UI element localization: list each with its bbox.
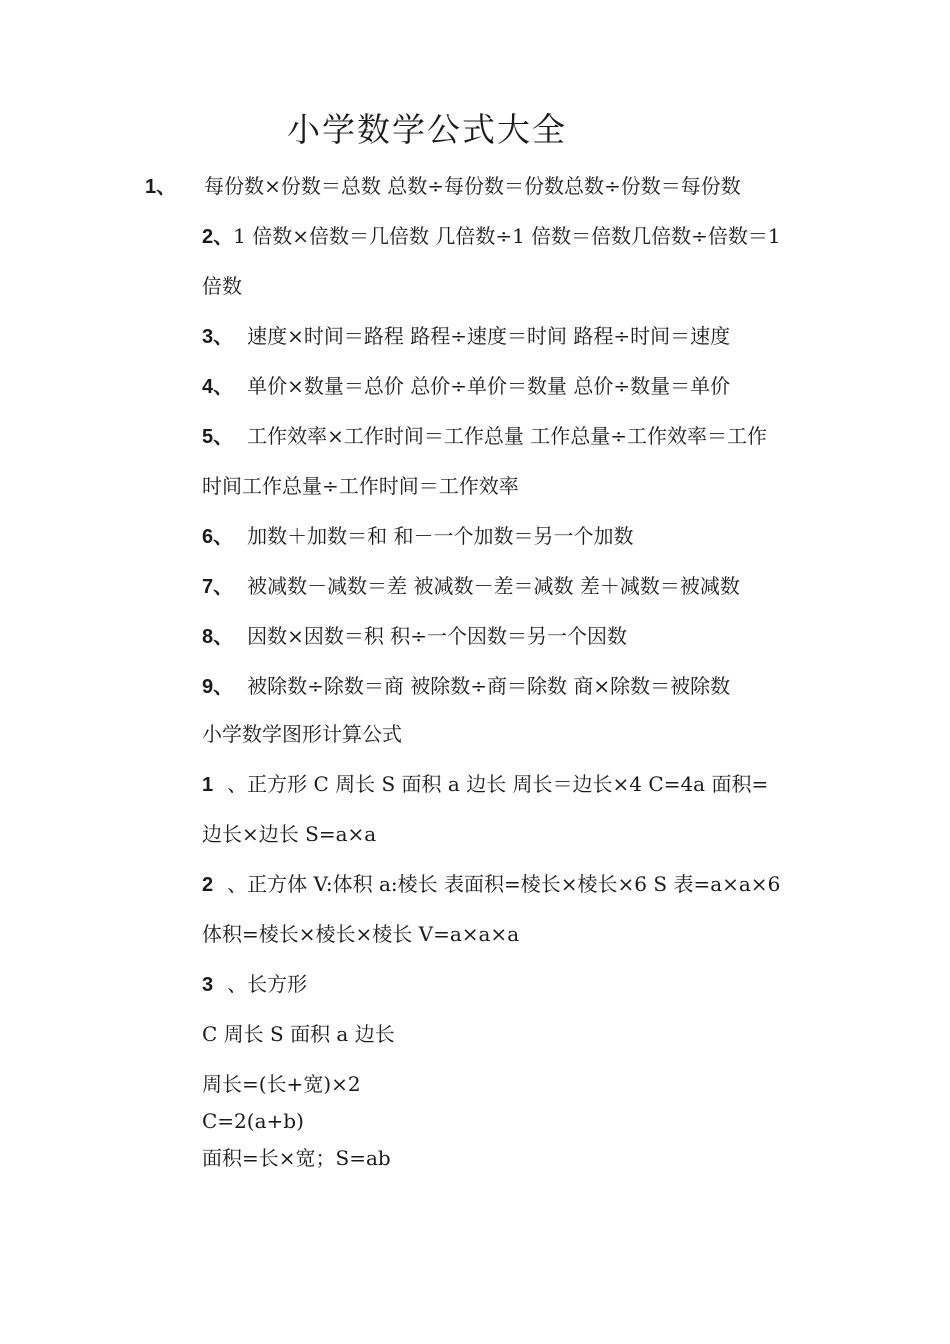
formula-line-5-cont — [202, 474, 519, 498]
formula-line-5 — [202, 424, 767, 449]
formula-line-2 — [202, 224, 781, 249]
shape-rectangle-line-3: 周长=(长+宽)×2 — [202, 1072, 361, 1096]
formula-text-6: 加数＋加数＝和 和－一个加数＝另一个加数 — [247, 524, 634, 548]
formula-number-7: 7、 — [202, 576, 234, 598]
formula-text-5a: 工作效率×工作时间＝工作总量 工作总量÷工作效率＝工作 — [247, 424, 767, 448]
formula-number-4: 4、 — [202, 376, 234, 398]
shape-square-line-2 — [202, 822, 376, 846]
formula-line-1 — [145, 174, 741, 199]
shape-number-2: 2 — [202, 874, 214, 896]
section-title: 小学数学图形计算公式 — [202, 722, 402, 746]
formula-text-5b: 时间工作总量÷工作时间＝工作效率 — [202, 474, 519, 498]
formula-number-6: 6、 — [202, 526, 234, 548]
page-title: 小学数学公式大全 — [287, 110, 567, 149]
formula-number-3: 3、 — [202, 326, 234, 348]
shape-rectangle-line-2: C 周长 S 面积 a 边长 — [202, 1022, 395, 1046]
formula-line-2-cont — [202, 274, 242, 298]
formula-text-1: 每份数×份数＝总数 总数÷每份数＝份数总数÷份数＝每份数 — [204, 174, 741, 198]
shape-cube-line-1 — [202, 872, 780, 897]
shape-cube-text-2: 体积=棱长×棱长×棱长 V=a×a×a — [202, 922, 520, 946]
formula-text-8: 因数×因数＝积 积÷一个因数＝另一个因数 — [247, 624, 627, 648]
shape-rectangle-line-4: C=2(a+b) — [202, 1109, 304, 1133]
formula-line-8 — [202, 624, 627, 649]
formula-number-2: 2、 — [202, 226, 234, 248]
shape-square-text-2: 边长×边长 S=a×a — [202, 822, 377, 846]
formula-number-1: 1、 — [145, 176, 177, 198]
shape-rectangle-text-1: 、长方形 — [227, 972, 308, 996]
formula-text-2b: 倍数 — [202, 274, 242, 298]
formula-line-6 — [202, 524, 633, 549]
formula-number-9: 9、 — [202, 676, 234, 698]
formula-text-9: 被除数÷除数＝商 被除数÷商＝除数 商×除数＝被除数 — [247, 674, 731, 698]
formula-number-8: 8、 — [202, 626, 234, 648]
shape-number-1: 1 — [202, 774, 214, 796]
formula-line-3 — [202, 324, 730, 349]
shape-number-3: 3 — [202, 974, 214, 996]
shape-cube-line-2 — [202, 922, 519, 946]
shape-cube-text-1: 、正方体 V:体积 a:棱长 表面积=棱长×棱长×6 S 表=a×a×6 — [227, 872, 781, 896]
formula-text-7: 被减数－减数＝差 被减数－差＝减数 差＋减数＝被减数 — [247, 574, 740, 598]
formula-line-9 — [202, 674, 730, 699]
formula-text-2a: 1 倍数×倍数＝几倍数 几倍数÷1 倍数＝倍数几倍数÷倍数＝1 — [233, 224, 781, 248]
formula-text-3: 速度×时间＝路程 路程÷速度＝时间 路程÷时间＝速度 — [247, 324, 731, 348]
shape-rectangle-line-1 — [202, 972, 307, 997]
formula-number-5: 5、 — [202, 426, 234, 448]
formula-line-4 — [202, 374, 730, 399]
shape-rectangle-line-5: 面积=长×宽；S=ab — [202, 1146, 391, 1170]
shape-square-line-1 — [202, 772, 768, 797]
shape-square-text-1: 、正方形 C 周长 S 面积 a 边长 周长＝边长×4 C=4a 面积= — [227, 772, 769, 796]
formula-line-7 — [202, 574, 740, 599]
formula-text-4: 单价×数量＝总价 总价÷单价＝数量 总价÷数量＝单价 — [247, 374, 731, 398]
